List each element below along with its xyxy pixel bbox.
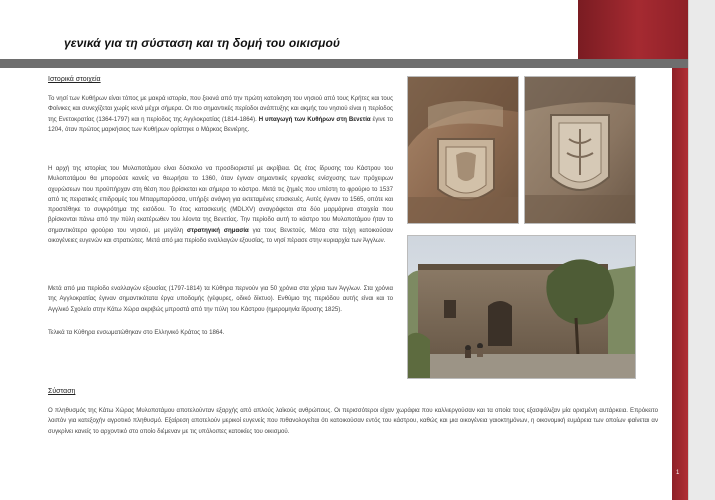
title-bar [0,0,578,60]
history-paragraph-3: Μετά από μια περίοδο εναλλαγών εξουσίας (1797-1814) τα Κύθηρα περνούν για 50 χρόνια στα χέρια των Άγγλων. Στα χρόνια της Αγγλοκρατίας έγιναν σημαντικότατα έργα υποδομής (γέφυρες, οδικό δίκτυο). Ενθύμιο της περιόδου αυτής είναι και το Αγγλικό Σχολείο στην Κάτω Χώρα ακριβώς μπροστά από την πύλη του Κάστρου (ημερομηνία ίδρυσης 1825). [48,285,393,313]
history-heading: Ιστορικά στοιχεία [48,76,101,83]
history-paragraph-2: Η αρχή της ιστορίας του Μυλοποτάμου είναι δύσκολο να προσδιοριστεί με ακρίβεια. Ως έτος ίδρυσης του Κάστρου του Μυλοποτάμου θα μπορούσε κανείς να θεωρήσει το 1360, όταν έγιναν σημαντικές εργασίες ενίσχυσης των πρόχειρων οχυρώσεων που προϋπήρχαν στη θέση που βρίσκεται και σήμερα το κάστρο. Μετά τις ζημιές που υπέστη το φρούριο το 1537 από τις πειρατικές επιδρομές του Μπαρμπαρόσσα, υπήρξε ανάγκη για εκτεταμένες επισκευές. Αυτές έγιναν το 1565, οπότε και προστέθηκε το συγκρότημα της εισόδου. Το έτος κατασκευής (MDLXV) αναγράφεται στα δύο μαρμάρινα στοιχεία που βρίσκονται πάνω από την πύλη εκατέρωθεν του λέοντα της Βενετίας. Την περίοδο αυτή το κάστρο του Μυλοποτάμου ήταν το σημαντικότερο φρούριο του νησιού, με μεγάλη στρατηγική σημασία για τους Βενετούς. Μέσα στα τείχη κατοικούσαν οικογένειες ευγενών και στρατιώτες. Μετά από μια περίοδο εναλλαγών εξουσίας, το νησί πέρασε στην κυριαρχία των Άγγλων. [48,165,393,245]
castle-ruins-photo [407,235,636,379]
right-red-strip [672,68,688,500]
page-title: γενικά για τη σύσταση και τη δομή του οικισμού [64,36,341,50]
composition-heading: Σύσταση [48,388,76,395]
history-paragraph-1: Το νησί των Κυθήρων είναι τόπος με μακρά ιστορία, που ξεκινά από την πρώτη κατοίκηση του νησιού από τους Κρήτες και τους Φοίνικες και συνεχίζεται χωρίς κενά μέχρι σήμερα. Οι πιο σημαντικές περίοδοι ανάπτυξης και ακμής του νησιού είναι η περίοδος της Ενετοκρατίας (1364-1797) και η περίοδος της Αγγλοκρατίας (1814-1864). Η υπαγωγή των Κυθήρων στη Βενετία έγινε το 1204, όταν πρώτος μαρκήσιος των Κυθήρων ορίστηκε ο Μάρκος Βενιέρης. [48,95,393,133]
header-red-block [578,0,688,60]
composition-paragraph: Ο πληθυσμός της Κάτω Χώρας Μυλοποτάμου αποτελούνταν εξαρχής από απλούς λαϊκούς ανθρώπους. Οι περισσότεροι είχαν χωράφια που καλλιεργούσαν και τα οποία τους εξασφάλιζαν μία ορισμένη αυτάρκεια. Επρόκειτο λοιπόν για κατεξοχήν αγροτικό πληθυσμό. Εξαίρεση αποτελούν μερικοί ευγενείς που πιθανολογείται ότι κατοικούσαν εντός του κάστρου, καθώς και μια οικογένεια γαιοκτημόνων, η οικονομική ευμάρεια των οποίων φαίνεται αν συγκρίνει κανείς το αρχοντικό στο οποίο διέμεναν με τις υπόλοιπες κατοικίες του οικισμού. [48,407,658,435]
page-number: 1 [676,470,680,476]
relief-photo-left [407,76,519,224]
relief-photo-right [524,76,636,224]
history-paragraph-4: Τελικά τα Κύθηρα ενσωματώθηκαν στο Ελληνικό Κράτος το 1864. [48,329,225,336]
side-strip [688,0,715,500]
header-grey-band [0,59,688,68]
